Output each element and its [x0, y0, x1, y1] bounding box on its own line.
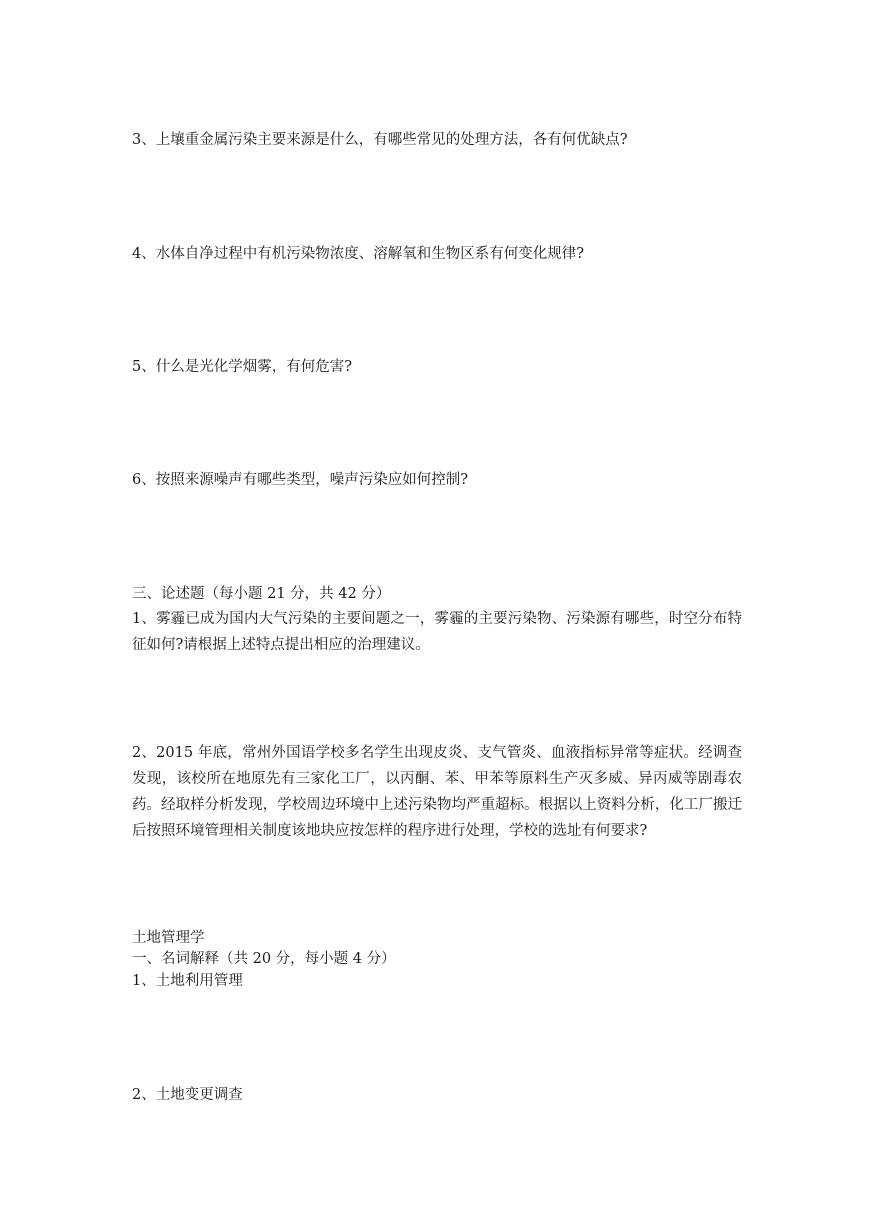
- question-3: 3、上壤重金属污染主要来源是什么，有哪些常见的处理方法，各有何优缺点?: [132, 132, 628, 148]
- essay-section-heading: 三、论述题（每小题 21 分，共 42 分）: [132, 586, 391, 602]
- question-4: 4、水体自净过程中有机污染物浓度、溶解氧和生物区系有何变化规律?: [132, 246, 584, 262]
- definition-item-2: 2、土地变更调查: [132, 1087, 243, 1103]
- essay-question-1: 1、雾霾已成为国内大气污染的主要间题之一，雾霾的主要污染物、污染源有哪些，时空分布特征如何?请根据上述特点提出相应的治理建议。: [132, 611, 742, 653]
- essay-question-2: 2、2015 年底，常州外国语学校多名学生出现皮炎、支气管炎、血液指标异常等症状。经调查发现，该校所在地原先有三家化工厂，以丙酮、苯、甲苯等原料生产灭多威、异丙威等剧毒农药。经取样分析发现，学校周边环境中上述污染物均严重超标。根据以上资料分析，化工厂搬迁后按照环境管理相关制度该地块应按怎样的程序进行处理，学校的选址有何要求?: [132, 745, 742, 839]
- definition-item-1: 1、土地利用管理: [132, 973, 243, 989]
- land-management-title: 土地管理学: [132, 930, 205, 946]
- question-6: 6、按照来源噪声有哪些类型，噪声污染应如何控制?: [132, 472, 468, 488]
- question-5: 5、什么是光化学烟雾，有何危害?: [132, 359, 352, 375]
- definitions-section-heading: 一、名词解释（共 20 分，每小题 4 分）: [132, 951, 396, 967]
